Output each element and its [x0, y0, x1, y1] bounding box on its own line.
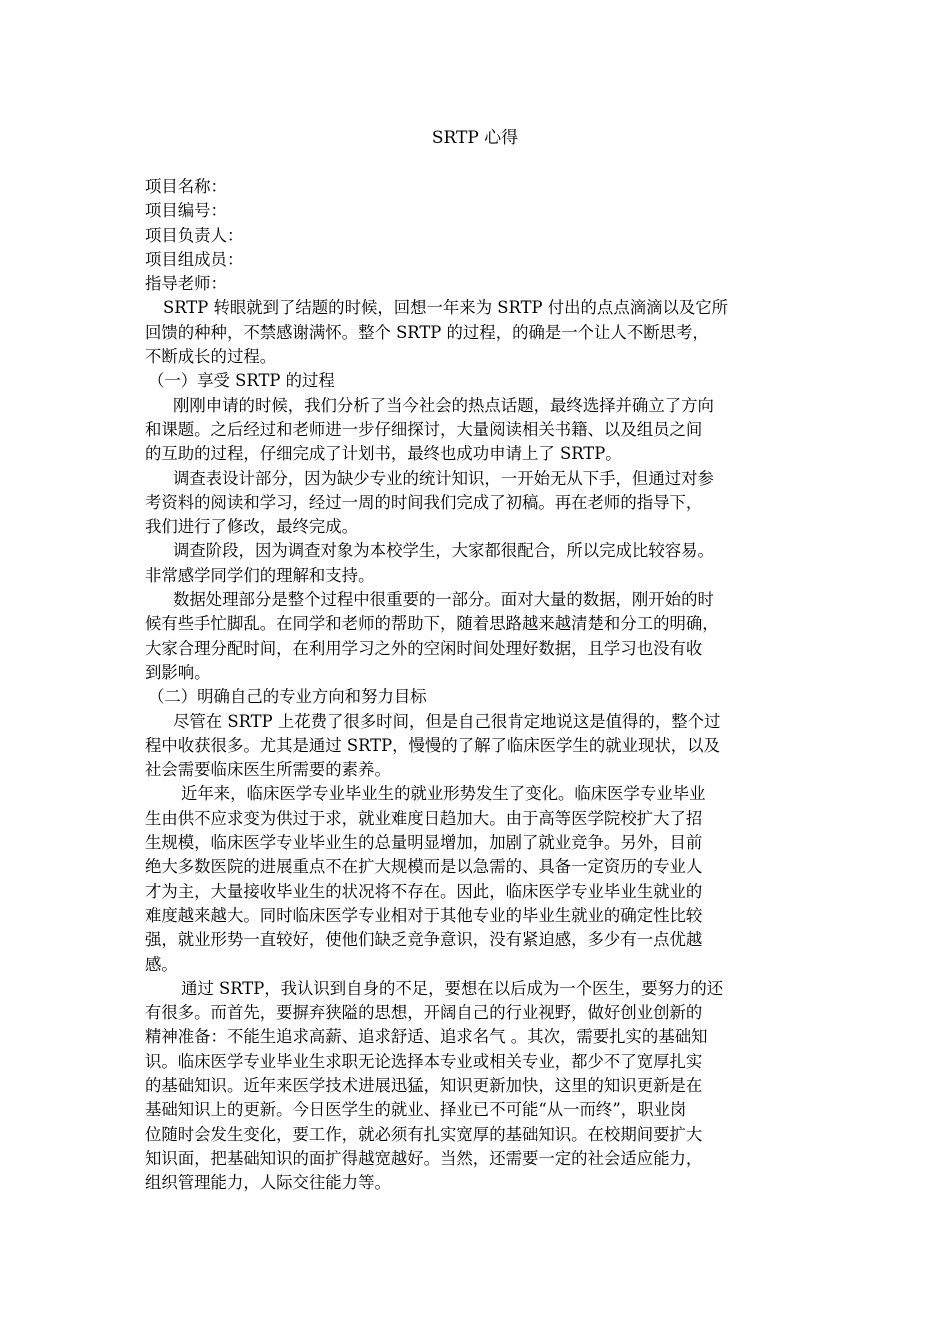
paragraph-line: 大家合理分配时间，在利用学习之外的空闲时间处理好数据，且学习也没有收 — [145, 638, 703, 658]
section1-paragraph-2 — [145, 467, 807, 540]
paragraph-line: 调查表设计部分，因为缺少专业的统计知识，一开始无从下手，但通过对参 — [173, 468, 714, 488]
paragraph-line: 不断成长的过程。 — [145, 347, 277, 367]
section2-paragraph-2 — [145, 782, 807, 976]
field-project-number: 项目编号： — [145, 201, 227, 221]
paragraph-line: 组织管理能力，人际交往能力等。 — [145, 1173, 391, 1193]
paragraph-line: 调查阶段，因为调查对象为本校学生，大家都很配合，所以完成比较容易。 — [173, 541, 714, 561]
paragraph-line: 非常感学同学们的理解和支持。 — [145, 565, 375, 585]
section1-paragraph-3 — [145, 539, 807, 588]
paragraph-line: 到影响。 — [145, 662, 211, 682]
paragraph-line: 基础知识上的更新。今日医学生的就业、择业已不可能“从一而终”，职业岗 — [145, 1100, 687, 1120]
section1-paragraph-1 — [145, 394, 807, 467]
field-project-leader: 项目负责人： — [145, 225, 244, 245]
paragraph-line: 数据处理部分是整个过程中很重要的一部分。面对大量的数据，刚开始的时 — [173, 590, 714, 610]
document-body — [145, 175, 807, 1195]
document-title: SRTP 心得 — [431, 128, 519, 148]
paragraph-line: 有很多。而首先，要摒弃狭隘的思想，开阔自己的行业视野，做好创业创新的 — [145, 1003, 703, 1023]
paragraph-line: 和课题。之后经过和老师进一步仔细探讨，大量阅读相关书籍、以及组员之间 — [145, 419, 703, 439]
paragraph-line: 才为主，大量接收毕业生的状况将不存在。因此，临床医学专业毕业生就业的 — [145, 881, 703, 901]
section-heading-2: （二）明确自己的专业方向和努力目标 — [148, 687, 427, 707]
project-fields — [145, 175, 807, 296]
section2-paragraph-1 — [145, 710, 807, 783]
paragraph-line: 尽管在 SRTP 上花费了很多时间，但是自己很肯定地说这是值得的，整个过 — [173, 711, 721, 731]
paragraph-line: 难度越来越大。同时临床医学专业相对于其他专业的毕业生就业的确定性比较 — [145, 905, 703, 925]
paragraph-line: 精神准备：不能生追求高薪、追求舒适、追求名气 。其次，需要扎实的基础知 — [145, 1027, 708, 1047]
paragraph-line: 社会需要临床医生所需要的素养。 — [145, 760, 391, 780]
paragraph-line: 绝大多数医院的进展重点不在扩大规模而是以急需的、具备一定资历的专业人 — [145, 857, 703, 877]
paragraph-line: 的互助的过程，仔细完成了计划书，最终也成功申请上了 SRTP。 — [145, 444, 622, 464]
paragraph-line: 刚刚申请的时候，我们分析了当今社会的热点话题，最终选择并确立了方向 — [173, 395, 714, 415]
paragraph-line: 位随时会发生变化，要工作，就必须有扎实宽厚的基础知识。在校期间要扩大 — [145, 1124, 703, 1144]
section2-paragraph-3 — [145, 977, 807, 1196]
paragraph-line: 程中收获很多。尤其是通过 SRTP，慢慢的了解了临床医学生的就业现状，以及 — [145, 735, 720, 755]
field-project-name: 项目名称： — [145, 177, 227, 196]
paragraph-line: 回馈的种种，不禁感谢满怀。整个 SRTP 的过程，的确是一个让人不断思考， — [145, 322, 709, 342]
section-heading-1: （一）享受 SRTP 的过程 — [148, 371, 335, 391]
field-advisor: 指导老师： — [145, 274, 227, 294]
paragraph-line: SRTP 转眼就到了结题的时候，回想一年来为 SRTP 付出的点点滴滴以及它所 — [163, 298, 729, 318]
paragraph-line: 感。 — [145, 954, 178, 974]
section1-paragraph-4 — [145, 588, 807, 685]
paragraph-line: 生规模，临床医学专业毕业生的总量明显增加，加剧了就业竞争。另外，目前 — [145, 833, 703, 853]
intro-paragraph — [145, 296, 807, 369]
paragraph-line: 通过 SRTP，我认识到自身的不足，要想在以后成为一个医生，要努力的还 — [181, 978, 724, 998]
field-project-members: 项目组成员： — [145, 249, 244, 269]
paragraph-line: 知识面，把基础知识的面扩得越宽越好。当然，还需要一定的社会适应能力， — [145, 1148, 703, 1168]
paragraph-line: 强，就业形势一直较好，使他们缺乏竞争意识，没有紧迫感，多少有一点优越 — [145, 930, 703, 950]
paragraph-line: 候有些手忙脚乱。在同学和老师的帮助下，随着思路越来越清楚和分工的明确， — [145, 614, 719, 634]
paragraph-line: 近年来，临床医学专业毕业生的就业形势发生了变化。临床医学专业毕业 — [181, 784, 706, 804]
paragraph-line: 的基础知识。近年来医学技术进展迅猛，知识更新加快，这里的知识更新是在 — [145, 1075, 703, 1095]
paragraph-line: 我们进行了修改，最终完成。 — [145, 517, 359, 537]
paragraph-line: 识。临床医学专业毕业生求职无论选择本专业或相关专业，都少不了宽厚扎实 — [145, 1051, 703, 1071]
paragraph-line: 考资料的阅读和学习，经过一周的时间我们完成了初稿。再在老师的指导下， — [145, 492, 703, 512]
paragraph-line: 生由供不应求变为供过于求，就业难度日趋加大。由于高等医学院校扩大了招 — [145, 808, 703, 828]
